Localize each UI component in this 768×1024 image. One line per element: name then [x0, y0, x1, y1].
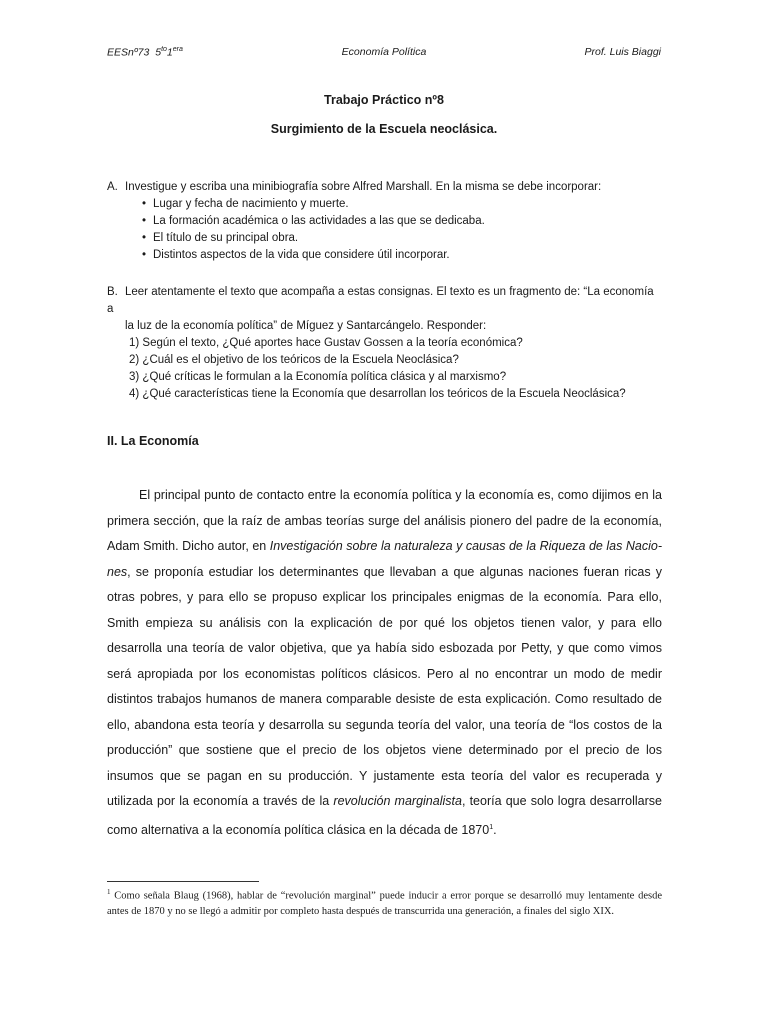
body-text-run: , teoría que solo logra desarrollarse como alternativa a la economía política clásica en la década de 1870 [107, 794, 662, 837]
question-b-label: B. [107, 286, 118, 298]
header-subject: Economía Política [341, 46, 427, 58]
division-number: 1 [166, 46, 173, 59]
body-text-run: El principal punto de contacto entre la economía política y la economía es, como dijimos en la primera sección, que la raíz de ambas teorías surge del análisis pionero del padre de la economía, Adam Smith. Dicho autor, en [107, 488, 662, 553]
body-text-run: . [493, 822, 497, 837]
footnote-separator [107, 881, 259, 882]
document-subtitle: Surgimiento de la Escuela neoclásica. [270, 122, 498, 136]
body-paragraph [107, 483, 662, 843]
question-b-text-line2: la luz de la economía política” de Míguez y Santarcángelo. Responder: [125, 320, 487, 332]
question-a-text: Investigue y escriba una minibiografía sobre Alfred Marshall. En la misma se debe incorporar: [125, 181, 602, 193]
footnote-number: 1 [107, 888, 111, 896]
question-a [107, 179, 662, 264]
question-a-bullet-list [107, 196, 662, 264]
bullet-item: • El título de su principal obra. [142, 230, 662, 247]
body-text [107, 483, 662, 843]
grade-superscript: to [161, 46, 167, 53]
italic-term: revolución marginalista [333, 794, 462, 808]
numbered-item: 4) ¿Qué características tiene la Economía que desarrollan los teóricos de la Escuela Neoclásica? [129, 388, 626, 400]
body-text-run: , se proponía estudiar los determinantes que llevaban a que algunas naciones fueran ricas y otras pobres, y para ello se propuso explicar los principales enigmas de la economía. Para ello, Smith empieza su análisis con la explicación de por qué los objetos tienen valor, y para ello desarrolla una teoría de valor objetiva, que ya había sido esbozada por Petty, y que como vimos será apropiada por los economistas políticos clásicos. Pero al no encontrar un modo de medir distintos trabajos humanos de manera comparable desiste de esta explicación. Como resultado de ello, abandona esta teoría y desarrolla su segunda teoría del valor, una teoría de “los costos de la producción” que sostiene que el precio de los objetos viene determinado por el precio de los insumos que se pagan en su producción. Y justamente esta teoría del valor es recuperada y utilizada por la economía a través de la [107, 564, 662, 808]
footnote-reference: 1 [489, 823, 494, 831]
grade-number: 5 [155, 46, 162, 59]
bullet-item: • Distintos aspectos de la vida que considere útil incorporar. [142, 247, 662, 264]
numbered-item: 1) Según el texto, ¿Qué aportes hace Gustav Gossen a la teoría económica? [129, 337, 523, 349]
header-teacher: Prof. Luis Biaggi [584, 46, 661, 58]
numbered-item: 2) ¿Cuál es el objetivo de los teóricos de la Escuela Neoclásica? [129, 354, 459, 366]
question-b [107, 284, 662, 403]
school-name: EESnº73 [107, 46, 150, 59]
bullet-item: • La formación académica o las actividades a las que se dedicaba. [142, 213, 662, 230]
document-title: Trabajo Práctico nº8 [324, 93, 444, 107]
question-b-text-line1: Leer atentamente el texto que acompaña a estas consignas. El texto es un fragmento de: “La economía a [107, 286, 654, 315]
bullet-item: • Lugar y fecha de nacimiento y muerte. [142, 196, 662, 213]
division-superscript: era [172, 46, 183, 53]
numbered-item: 3) ¿Qué críticas le formulan a la Economía política clásica y al marxismo? [129, 371, 507, 383]
section-heading: II. La Economía [107, 434, 199, 448]
footnote-text: Como señala Blaug (1968), hablar de “revolución marginal” puede inducir a error porque se desarrolló muy lentamente desde antes de 1870 y no se llegó a admitir por completo hasta después de transcurrida una generación, a finales del siglo XIX. [107, 890, 662, 917]
book-title: Investigación sobre la naturaleza y causas de la Riqueza de las Naciones [107, 539, 662, 579]
question-b-numbered-list [107, 335, 662, 403]
question-a-label: A. [107, 181, 118, 193]
footnote [107, 885, 662, 920]
